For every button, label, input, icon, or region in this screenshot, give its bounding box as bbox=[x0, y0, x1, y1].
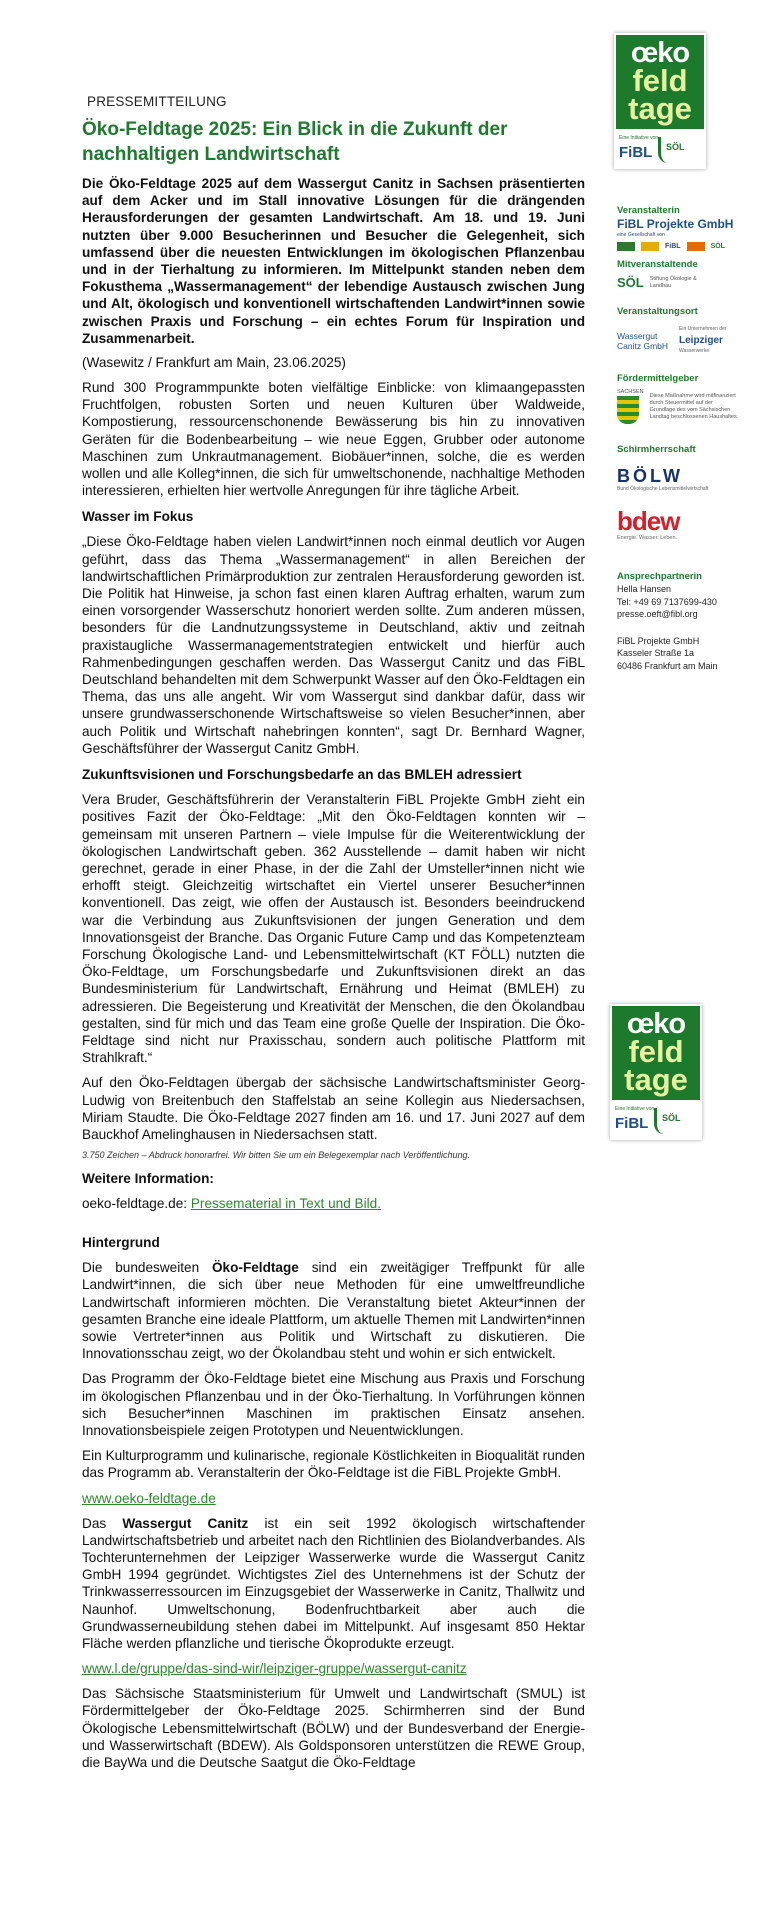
leipziger-sub: Wasserwerke bbox=[679, 348, 710, 354]
logo-word-oeko-bottom: œko bbox=[626, 1008, 686, 1040]
kicker: PRESSEMITTEILUNG bbox=[87, 94, 227, 109]
oeko-feldtage-link[interactable]: www.oeko-feldtage.de bbox=[82, 1490, 216, 1506]
logo-word-tage: tage bbox=[628, 91, 692, 126]
partner-soel: SÖL bbox=[710, 243, 725, 250]
funder-text: Diese Maßnahme wird mitfinanziert durch Steuermittel auf der Grundlage des vom Sächsischen Landtag beschlossenen Haushaltes. bbox=[649, 393, 739, 420]
bolw-sub: Bund Ökologische Lebensmittelwirtschaft bbox=[617, 486, 709, 492]
funder bbox=[617, 389, 752, 424]
oeko-feldtage-logo-bottom bbox=[610, 1004, 702, 1140]
bdew-text: bdew bbox=[617, 506, 680, 536]
wassergut-logo: Wassergut Canitz GmbH bbox=[617, 330, 669, 351]
leipziger-name: Leipziger bbox=[679, 335, 723, 346]
funder-label: Fördermittelgeber bbox=[617, 373, 699, 384]
bdew-logo bbox=[617, 507, 752, 541]
press-release bbox=[82, 94, 585, 1771]
contact-tel[interactable]: Tel: +49 69 7137699-430 bbox=[617, 596, 717, 607]
bolw-text: BÖLW bbox=[617, 466, 683, 486]
bg1-bold: Öko-Feldtage bbox=[211, 1260, 299, 1276]
contact-mail[interactable]: presse.oeft@fibl.org bbox=[617, 609, 698, 619]
logo-word-oeko: œko bbox=[630, 37, 690, 69]
contact-name: Hella Hansen bbox=[617, 584, 672, 594]
address-line-2: Kasseler Straße 1a bbox=[617, 648, 695, 658]
bolw-logo bbox=[617, 466, 752, 493]
patron-label: Schirmherrschaft bbox=[617, 444, 696, 455]
logo-tagline-bottom: Eine Initiative von bbox=[615, 1106, 655, 1112]
wassergut-link[interactable]: www.l.de/gruppe/das-sind-wir/leipziger-gruppe/wassergut-canitz bbox=[82, 1661, 467, 1677]
more-info-prefix: oeko-feldtage.de: bbox=[82, 1196, 191, 1212]
partner-logo-orange bbox=[687, 242, 705, 251]
paragraph-3: Vera Bruder, Geschäftsführerin der Veranstalterin FiBL Projekte GmbH zieht ein positives Fazit der Öko-Feldtage: „Mit den Öko-Feldtagen konnten wir – gemeinsam mit unseren Partnern – viele Impulse für die Weiterentwicklung der ökologischen Landwirtschaft geben. 362 Ausstellende – damit haben wir nicht gerechnet, gerade in einer Phase, in der die Zahl der Umsteller*innen nicht wie erhofft steigt. Gleichzeitig wirtschaftet ein Viertel unserer Besucher*innen konventionell. Das zeigt, wie offen der Austausch ist. Besonders beeindruckend war die Verbindung aus Zukunftsvisionen der jungen Generation und dem Innovationsgeist der Branche. Das Organic Future Camp und das Kompetenzteam Forschung Ökologische Land- und Lebensmittelwirtschaft (KT FÖLL) nutzten die Öko-Feldtage, um Forschungsbedarfe und Zukunftsvisionen direkt an das Bundesministerium für Landwirtschaft, Ernährung und Heimat (BMLEH) zu adressieren. Die Begeisterung und Kreativität der Menschen, die den Ökolandbau gestalten, sind für mich und das Team eine große Quelle der Inspiration. Die Öko-Feldtage sind nicht nur Praxisschau, sondern auch politische Plattform mit Strahlkraft.“ bbox=[82, 792, 585, 1066]
paragraph-2: „Diese Öko-Feldtage haben vielen Landwirt*innen noch einmal deutlich vor Augen geführt, dass das Thema „Wassermanagement“ in allen Bereichen der landwirtschaftlichen Primärproduktion zur zentralen Herausforderung geworden ist. Die Politik hat Hinweise, ja schon fast einen klaren Auftrag erhalten, warum zum einen vorsorgender Wasserschutz honoriert werden sollte. Zum anderen müssen, besonders für die Landnutzungssysteme in Deutschland, aktiv und zeitnah praxistaugliche Wassermanagementstrategien entwickelt und hierfür auch Rahmenbedingungen geschaffen werden. Das Wassergut Canitz und das FiBL Deutschland behandelten mit dem Schwerpunkt Wasser auf den Öko-Feldtagen ein Thema, das uns alle angeht. Wir vom Wassergut sind dankbar dafür, dass wir unsere grundwasserschonende Wirtschaftsweise so vielen Besucher*innen, aber auch Politik und Wirtschaft nahebringen konnten“, sagt Dr. Bernhard Wagner, Geschäftsführer der Wassergut Canitz GmbH. bbox=[82, 534, 585, 756]
logo-word-feld: feld bbox=[632, 63, 688, 98]
saxony-crest bbox=[617, 389, 644, 424]
paragraph-1: Rund 300 Programmpunkte boten vielfältige Einblicke: von klimaangepassten Fruchtfolgen, robusten Sorten und neuen Kulturen über Waldweide, Kompostierung, ressourcenschonende Bewässerung bis hin zu innovativen Geräten für die Bodenbearbeitung – wie neue Eggen, Grubber oder autonome Maschinen zum Unkrautmanagement. Biobäuer*innen, solche, die es werden wollen und alle Kolleg*innen, die sich für umweltschonende, nachhaltige Methoden interessieren, erhielten hier wertvolle Anregungen für ihre tägliche Arbeit. bbox=[82, 380, 585, 499]
bdew-sub: Energie. Wasser. Leben. bbox=[617, 535, 678, 541]
paragraph-4: Auf den Öko-Feldtagen übergab der sächsische Landwirtschaftsminister Georg-Ludwig von Breitenbuch den Staffelstab an seine Kollegin aus Niedersachsen, Miriam Staudte. Die Öko-Feldtage 2027 finden am 16. und 17. Juni 2027 auf dem Bauckhof Amelinghausen in Niedersachsen statt. bbox=[82, 1075, 585, 1142]
bg4-bold: Wassergut Canitz bbox=[122, 1515, 249, 1531]
saxony-label: SACHSEN bbox=[617, 389, 644, 395]
soel-text: Stiftung Ökologie & Landbau bbox=[649, 275, 697, 289]
background-paragraph-3: Ein Kulturprogramm und kulinarische, regionale Köstlichkeiten in Bioqualität runden das Programm ab. Veranstalterin der Öko-Feldtage ist die FiBL Projekte GmbH. bbox=[82, 1448, 585, 1481]
crest-icon bbox=[617, 396, 639, 424]
logo-tagline: Eine Initiative von bbox=[619, 135, 659, 141]
heading-water: Wasser im Fokus bbox=[82, 509, 194, 525]
organizer-label: Veranstalterin bbox=[617, 205, 680, 216]
logo-soel: SÖL bbox=[666, 142, 685, 152]
partner-fibl: FiBL bbox=[665, 243, 681, 250]
address-line-1: FiBL Projekte GmbH bbox=[617, 635, 700, 646]
logo-word-feld-bottom: feld bbox=[628, 1034, 684, 1069]
sidebar bbox=[617, 205, 752, 672]
venue-label: Veranstaltungsort bbox=[617, 306, 698, 317]
partner-logo-yellow bbox=[641, 242, 659, 251]
dateline: (Wasewitz / Frankfurt am Main, 23.06.2025) bbox=[82, 355, 346, 371]
oeko-feldtage-logo-top bbox=[614, 33, 706, 169]
bg1-pre: Die bundesweiten bbox=[82, 1260, 212, 1276]
background-paragraph-4 bbox=[82, 1515, 585, 1653]
soel-logo: SÖL bbox=[617, 275, 644, 290]
leipziger-logo bbox=[679, 324, 727, 357]
background-paragraph-2: Das Programm der Öko-Feldtage bietet eine Mischung aus Praxis und Forschung im ökologischen Pflanzenbau und in der Öko-Tierhaltung. In Vorführungen können sich Besucher*innen Maschinen im praktischen Einsatz ansehen. Innovationsbeispiele zeigen Prototypen und Neuentwicklungen. bbox=[82, 1371, 585, 1438]
address-line-3: 60486 Frankfurt am Main bbox=[617, 660, 718, 671]
logo-soel-bottom: SÖL bbox=[662, 1113, 681, 1123]
co-organizer-label: Mitveranstaltende bbox=[617, 259, 698, 270]
character-note: 3.750 Zeichen – Abdruck honorarfrei. Wir bitten Sie um ein Belegexemplar nach Veröffentlichung. bbox=[82, 1150, 470, 1161]
organizer-sub: eine Gesellschaft von bbox=[617, 232, 665, 238]
heading-background: Hintergrund bbox=[82, 1235, 160, 1251]
heading-bmleh: Zukunftsvisionen und Forschungsbedarfe an das BMLEH adressiert bbox=[82, 767, 522, 783]
page-title: Öko-Feldtage 2025: Ein Blick in die Zukunft der nachhaltigen Landwirtschaft bbox=[82, 119, 508, 165]
venue-logos bbox=[617, 324, 752, 357]
lead-paragraph: Die Öko-Feldtage 2025 auf dem Wassergut Canitz in Sachsen präsentierten auf dem Acker und im Stall innovative Lösungen für die drängenden Herausforderungen der gesamten Landwirtschaft. Am 18. und 19. Juni nutzten über 9.000 Besucherinnen und Besucher die Gelegenheit, sich umfassend über die neuesten Entwicklungen im ökologischen Pflanzenbau und in der Tierhaltung zu informieren. Im Mittelpunkt standen neben dem Fokusthema „Wassermanagement“ der lebendige Austausch zwischen Jung und Alt, ökologisch und konventionell wirtschaftenden Landwirt*innen sowie zwischen Praxis und Forschung – ein echtes Forum für Inspiration und Zusammenarbeit. bbox=[82, 176, 585, 346]
background-paragraph-1 bbox=[82, 1259, 585, 1362]
organizer-partners bbox=[617, 242, 752, 251]
logo-fibl: FiBL bbox=[619, 144, 653, 161]
logo-fibl-bottom: FiBL bbox=[615, 1115, 649, 1132]
bg4-pre: Das bbox=[82, 1515, 123, 1531]
more-info-line bbox=[82, 1195, 585, 1212]
organizer-name: FiBL Projekte GmbH bbox=[617, 217, 734, 231]
heading-more-info: Weitere Information: bbox=[82, 1171, 214, 1187]
contact-label: Ansprechpartnerin bbox=[617, 571, 702, 582]
leipziger-pre: Ein Unternehmen der bbox=[679, 326, 727, 332]
logo-word-tage-bottom: tage bbox=[624, 1062, 688, 1097]
bg1-post: sind ein zweitägiger Treffpunkt für alle Landwirt*innen, die sich über neue Methoden für eine umweltfreundliche Landwirtschaft informieren möchten. Die Veranstaltung bietet Akteur*innen der gesamten Branche eine ideale Plattform, um aktuelle Themen mit Landwirten*innen sowie Vertreter*innen aus Politik und Wirtschaft zu diskutieren. Die Innovationsschau zeigt, wo der Ökolandbau steht und wohin er sich entwickelt. bbox=[82, 1260, 586, 1362]
partner-logo-green bbox=[617, 242, 635, 251]
press-material-link[interactable]: Pressematerial in Text und Bild. bbox=[190, 1196, 381, 1212]
background-paragraph-5: Das Sächsische Staatsministerium für Umwelt und Landwirtschaft (SMUL) ist Fördermittelgeber der Öko-Feldtage 2025. Schirmherren sind der Bund Ökologische Lebensmittelwirtschaft (BÖLW) und der Bundesverband der Energie- und Wasserwirtschaft (BDEW). Als Goldsponsoren unterstützen die REWE Group, die BayWa und die Deutsche Saatgut die Öko-Feldtage bbox=[82, 1686, 585, 1771]
co-organizer bbox=[617, 275, 752, 290]
bg4-post: ist ein seit 1992 ökologisch wirtschaftender Landwirtschaftsbetrieb und arbeitet nach den Richtlinien des Biolandverbandes. Als Tochterunternehmen der Leipziger Wasserwerke wurde die Wassergut Canitz GmbH 1994 gegründet. Wichtigstes Ziel des Unternehmens ist der Schutz der Trinkwasserressourcen im Einzugsgebiet der Wasserwerke in Canitz, Thallwitz und Naunhof. Umweltschonung, Bodenfruchtbarkeit aber auch die Grundwasserneubildung stehen dabei im Mittelpunkt. Auf insgesamt 850 Hektar Fläche werden pflanzliche und tierische Ökoprodukte erzeugt. bbox=[82, 1515, 586, 1652]
